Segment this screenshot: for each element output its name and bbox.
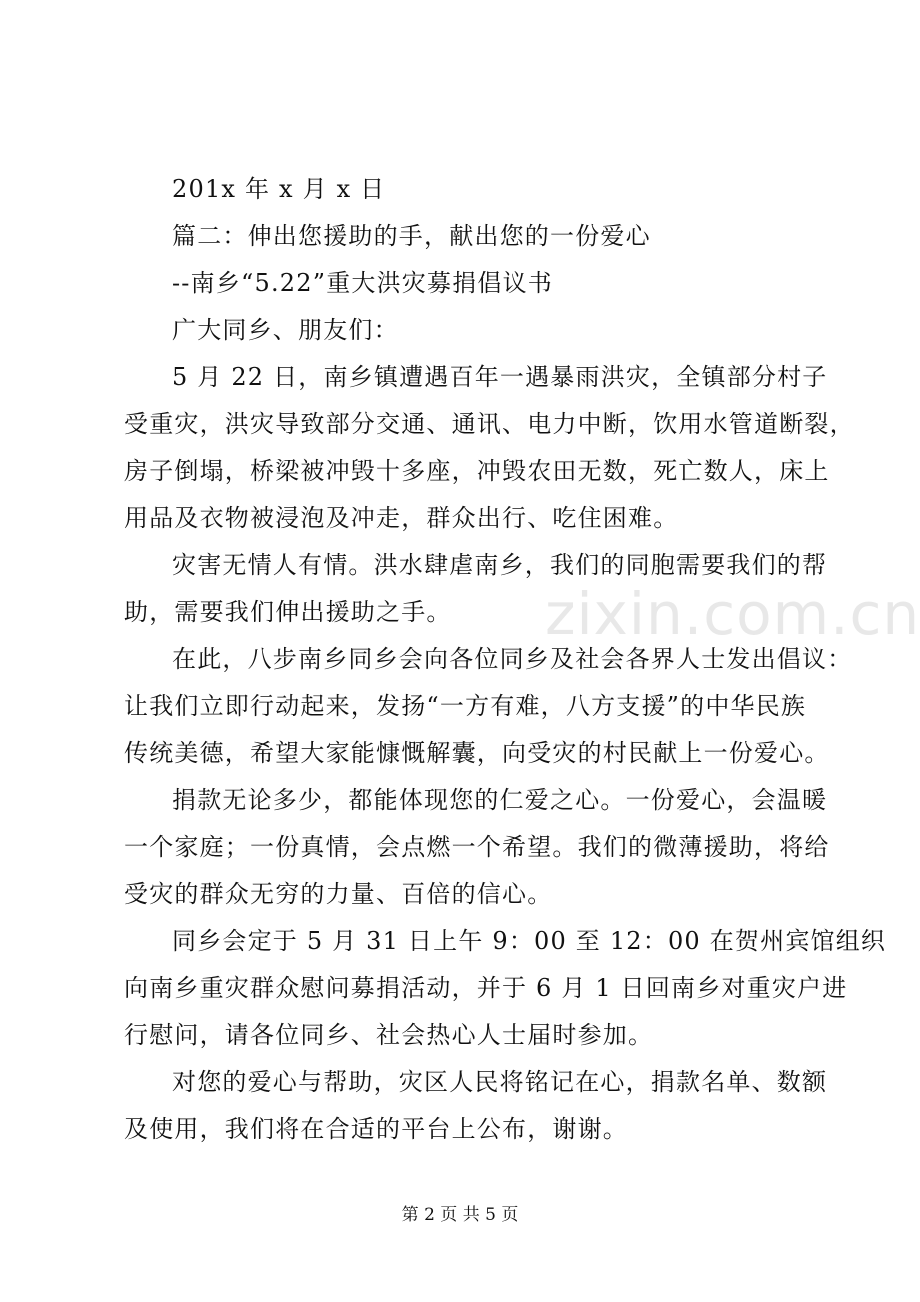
text-line: 房子倒塌，桥梁被冲毁十多座，冲毁农田无数，死亡数人，床上 <box>124 457 830 485</box>
section-subtitle: --南乡“5.22”重大洪灾募捐倡议书 <box>172 269 553 297</box>
text-line: 传统美德，希望大家能慷慨解囊，向受灾的村民献上一份爱心。 <box>124 739 830 767</box>
page-footer: 第 2 页 共 5 页 <box>401 1205 519 1225</box>
text-line: 灾害无情人有情。洪水肆虐南乡，我们的同胞需要我们的帮 <box>172 551 828 579</box>
text-line: 受重灾，洪灾导致部分交通、通讯、电力中断，饮用水管道断裂， <box>124 410 855 438</box>
text-line: 受灾的群众无穷的力量、百倍的信心。 <box>124 880 553 908</box>
document-body <box>124 166 887 1153</box>
text-line: 让我们立即行动起来，发扬“一方有难，八方支援”的中华民族 <box>124 692 807 720</box>
text-line: 及使用，我们将在合适的平台上公布，谢谢。 <box>124 1115 628 1143</box>
date-line: 201x 年 x 月 x 日 <box>172 175 386 203</box>
text-line: 用品及衣物被浸泡及冲走，群众出行、吃住困难。 <box>124 504 679 532</box>
text-line: 助，需要我们伸出援助之手。 <box>124 598 452 626</box>
text-line: 一个家庭；一份真情，会点燃一个希望。我们的微薄援助，将给 <box>124 833 830 861</box>
text-line: 捐款无论多少，都能体现您的仁爱之心。一份爱心，会温暖 <box>172 786 828 814</box>
text-line: 5 月 22 日，南乡镇遭遇百年一遇暴雨洪灾，全镇部分村子 <box>172 363 828 391</box>
watermark: zixin.com.cn <box>545 580 920 648</box>
text-line: 在此，八步南乡同乡会向各位同乡及社会各界人士发出倡议： <box>172 645 853 673</box>
text-line: 对您的爱心与帮助，灾区人民将铭记在心，捐款名单、数额 <box>172 1068 828 1096</box>
salutation: 广大同乡、朋友们： <box>172 316 399 344</box>
section-title: 篇二：伸出您援助的手，献出您的一份爱心 <box>172 222 651 250</box>
text-line: 同乡会定于 5 月 31 日上午 9：00 至 12：00 在贺州宾馆组织 <box>172 927 887 955</box>
text-line: 行慰问，请各位同乡、社会热心人士届时参加。 <box>124 1021 654 1049</box>
text-line: 向南乡重灾群众慰问募捐活动，并于 6 月 1 日回南乡对重灾户进 <box>124 974 848 1002</box>
